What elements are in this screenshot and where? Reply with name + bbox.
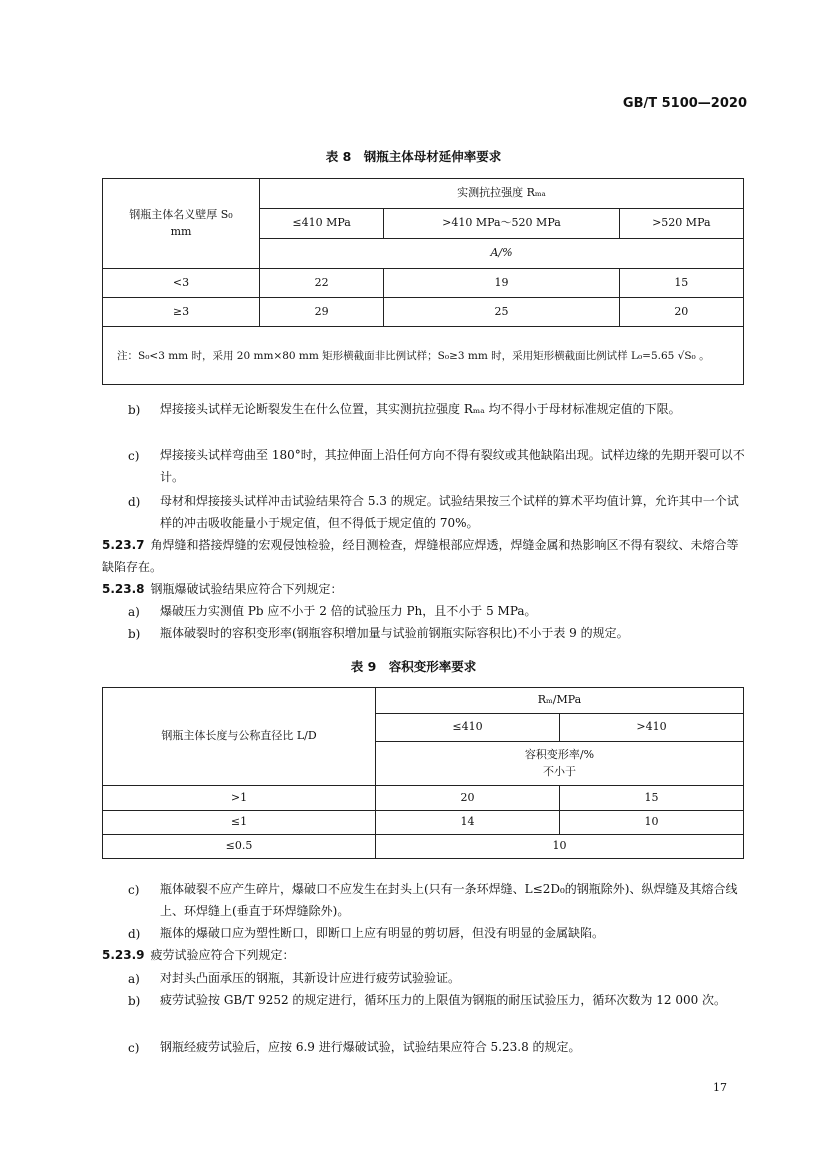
table9-caption: 表 9 容积变形率要求 <box>350 659 477 674</box>
table9-cell: 15 <box>560 786 744 811</box>
table8-row-header-label: 钢瓶主体名义壁厚 S₀ <box>129 208 233 221</box>
list-marker: a) <box>128 605 140 619</box>
table-row <box>103 811 744 835</box>
section-5-23-7 <box>102 534 750 578</box>
table8-row-header-unit: mm <box>170 224 192 238</box>
list-marker: a) <box>128 972 140 986</box>
table8 <box>102 178 744 385</box>
list-marker: d) <box>128 495 141 509</box>
table8-row-label: <3 <box>103 269 260 298</box>
list-marker: b) <box>128 403 141 417</box>
table9-row-label: >1 <box>103 786 376 811</box>
table9-cell: 10 <box>560 811 744 835</box>
section-text: 角焊缝和搭接焊缝的宏观侵蚀检验，经目测检查，焊缝根部应焊透，焊缝金属和热影响区不得有裂纹、未熔合等缺陷存在。 <box>102 538 739 574</box>
table-row <box>103 786 744 811</box>
list-marker: d) <box>128 927 141 941</box>
table8-group-header: 实测抗拉强度 Rₘₐ <box>260 179 744 209</box>
table9-row-label: ≤0.5 <box>103 835 376 859</box>
table8-row-header <box>103 179 260 269</box>
table9-unit-line1: 容积变形率/% <box>524 748 595 761</box>
list-marker: c) <box>128 1041 140 1055</box>
list-item: 焊接接头试样无论断裂发生在什么位置，其实测抗拉强度 Rₘₐ 均不得小于母材标准规定值的下限。 <box>160 402 681 416</box>
table8-cell: 20 <box>619 298 743 327</box>
table9-col-2: >410 <box>560 714 744 742</box>
section-number: 5.23.9 <box>102 948 145 962</box>
table8-col-1: ≤410 MPa <box>260 209 384 239</box>
list-item: 疲劳试验按 GB/T 9252 的规定进行，循环压力的上限值为钢瓶的耐压试验压力，循环次数为 12 000 次。 <box>160 993 727 1007</box>
standard-number: GB/T 5100—2020 <box>622 96 747 111</box>
table-row <box>103 835 744 859</box>
table-row <box>103 298 744 327</box>
list-item: 钢瓶经疲劳试验后，应按 6.9 进行爆破试验，试验结果应符合 5.23.8 的规定。 <box>160 1040 581 1054</box>
table9-cell: 10 <box>376 835 744 859</box>
section-5-23-9 <box>102 944 750 966</box>
list-item: 爆破压力实测值 Pb 应不小于 2 倍的试验压力 Ph，且不小于 5 MPa。 <box>160 604 537 618</box>
list-item: 瓶体的爆破口应为塑性断口，即断口上应有明显的剪切唇，但没有明显的金属缺陷。 <box>160 926 605 940</box>
section-text: 钢瓶爆破试验结果应符合下列规定： <box>150 582 343 596</box>
table8-cell: 19 <box>384 269 619 298</box>
table8-cell: 15 <box>619 269 743 298</box>
table9 <box>102 687 744 859</box>
table8-cell: 22 <box>260 269 384 298</box>
table8-unit: A/% <box>260 239 744 269</box>
page-number: 17 <box>713 1081 727 1094</box>
table9-row-header: 钢瓶主体长度与公称直径比 L/D <box>103 688 376 786</box>
table8-cell: 29 <box>260 298 384 327</box>
table9-unit-line2: 不小于 <box>543 764 576 778</box>
section-number: 5.23.8 <box>102 582 145 596</box>
list-item: 对封头凸面承压的钢瓶，其新设计应进行疲劳试验验证。 <box>160 971 461 985</box>
section-text: 疲劳试验应符合下列规定： <box>150 948 295 962</box>
list-marker: b) <box>128 627 141 641</box>
list-item: 母材和焊接接头试样冲击试验结果符合 5.3 的规定。试验结果按三个试样的算术平均值计算，允许其中一个试样的冲击吸收能量小于规定值，但不得低于规定值的 70%。 <box>160 494 739 530</box>
list-marker: c) <box>128 883 140 897</box>
table8-note: 注：S₀<3 mm 时，采用 20 mm×80 mm 矩形横截面非比例试样；S₀≥3 mm 时，采用矩形横截面比例试样 L₀=5.65 √S₀ 。 <box>103 327 744 385</box>
list-marker: b) <box>128 994 141 1008</box>
table9-col-1: ≤410 <box>376 714 560 742</box>
list-item: 瓶体破裂时的容积变形率(钢瓶容积增加量与试验前钢瓶实际容积比)不小于表 9 的规定。 <box>160 626 629 640</box>
section-number: 5.23.7 <box>102 538 145 552</box>
table8-col-2: >410 MPa～520 MPa <box>384 209 619 239</box>
list-item: 瓶体破裂不应产生碎片，爆破口不应发生在封头上(只有一条环焊缝、L≤2D₀的钢瓶除外)、纵焊缝及其熔合线上、环焊缝上(垂直于环焊缝除外)。 <box>160 882 738 918</box>
table8-caption: 表 8 钢瓶主体母材延伸率要求 <box>325 149 502 164</box>
table9-cell: 20 <box>376 786 560 811</box>
table8-cell: 25 <box>384 298 619 327</box>
section-5-23-8 <box>102 578 750 600</box>
table8-row-label: ≥3 <box>103 298 260 327</box>
list-marker: c) <box>128 449 140 463</box>
table8-col-3: >520 MPa <box>619 209 743 239</box>
table9-group-header: Rₘ/MPa <box>376 688 744 714</box>
table9-unit <box>376 742 744 786</box>
list-item: 焊接接头试样弯曲至 180°时，其拉伸面上沿任何方向不得有裂纹或其他缺陷出现。试样边缘的先期开裂可以不计。 <box>160 448 745 484</box>
table9-row-label: ≤1 <box>103 811 376 835</box>
table-row <box>103 269 744 298</box>
table9-cell: 14 <box>376 811 560 835</box>
